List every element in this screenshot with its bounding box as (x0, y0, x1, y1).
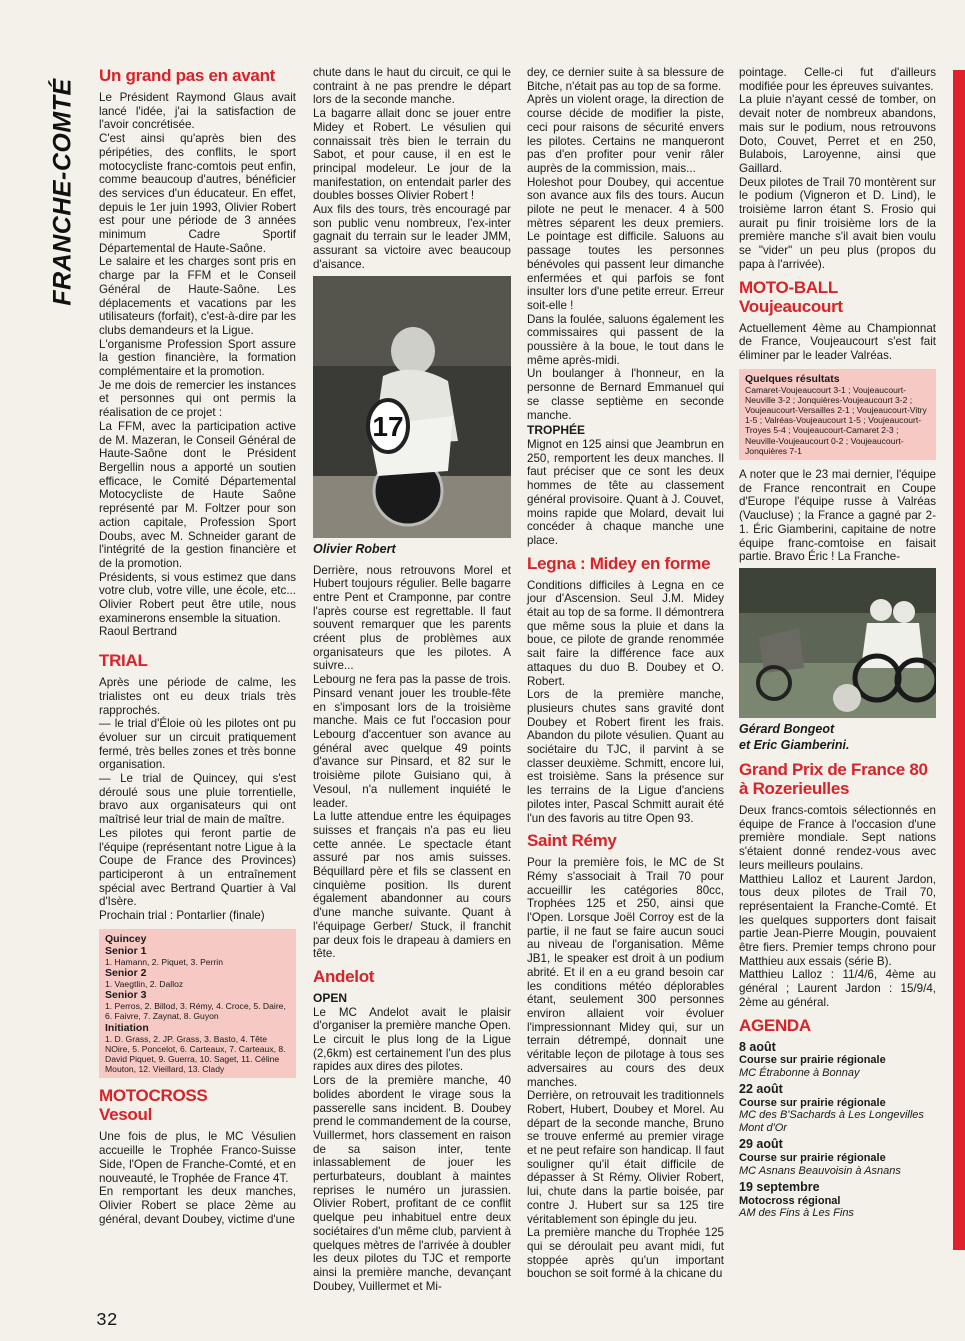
paragraph: Derrière, on retrouvait les traditionnels Robert, Hubert, Doubey et Morel. Au départ de la seconde manche, Bruno se trouve enfermé au premier virage et ne peut refaire son handicap. Il faut souligner qu'il était difficile de dépasser à St Rémy. Olivier Robert, lui, chute dans la partie boisée, par contre J. Hubert sur sa 125 tire véritablement son épingle du jeu. (527, 1089, 724, 1226)
heading-trial: TRIAL (99, 651, 148, 671)
agenda-item (739, 1083, 936, 1134)
paragraph: pointage. Celle-ci fut d'ailleurs modifiée pour les épreuves suivantes. (739, 66, 936, 93)
paragraph: Lebourg ne fera pas la passe de trois. Pinsard venant jouer les trouble-fête en s'imposant lors de la troisième manche. Mais ce fut l'occasion pour Lebourg d'accentuer son avance au général avec quelque 49 points d'avance sur Pinsard, et 82 sur le troisième pilote Guisiano qui, à Vesoul, n'a nullement inquiété le leader. (313, 673, 511, 810)
paragraph: La FFM, avec la participation active de M. Mazeran, le Conseil Général de Haute-Saône dont le Président Bergellin nous a apporté un soutien efficace, le Comité Départemental Motocycliste de Haute Saône représenté par M. Foltzer pour son action capitale, Profession Sport Doubs, avec M. Schneider garant de l'intégrité de la gestion financière et de la promotion. (99, 419, 296, 570)
heading-moto-ball: MOTO-BALL (739, 277, 838, 297)
paragraph: Aux fils des tours, très encouragé par son public venu nombreux, l'ex-inter gagnait du terrain sur le leader JMM, assurant sa victoire avec beaucoup d'aisance. (313, 203, 511, 271)
agenda-place: MC des B'Sachards à Les Longevilles Mont d'Or (739, 1109, 924, 1134)
box-title: Quelques résultats (745, 372, 840, 385)
heading-un-grand-pas: Un grand pas en avant (99, 66, 276, 85)
caption-bongeot: Gérard Bongeot (739, 722, 835, 736)
paragraph: Matthieu Lalloz : 11/4/6, 4ème au général ; Laurent Jardon : 15/9/4, 2ème au général. (739, 968, 936, 1009)
heading-legna: Legna : Midey en forme (527, 553, 711, 573)
paragraph: dey, ce dernier suite à sa blessure de Bitche, n'était pas au top de sa forme. (527, 66, 724, 93)
paragraph: Matthieu Lalloz et Laurent Jardon, tous deux pilotes de Trail 70, représentaient la Franche-Comté. Et les quelques supporters dont faisait partie Jean-Pierre Mougin, pouvaient être fiers. Premier temps chrono pour Matthieu aux essais (série B). (739, 872, 936, 968)
caption-giamberini: et Eric Giamberini. (739, 738, 850, 752)
subheading-trophee: TROPHÉE (527, 423, 586, 438)
paragraph: Actuellement 4ème au Championnat de France, Voujeaucourt s'est fait éliminer par le leader Valréas. (739, 321, 936, 362)
paragraph: — le trial d'Éloie où les pilotes ont pu évoluer sur un circuit pratiquement fermé, très belles zones et très bonne organisation. (99, 717, 296, 772)
paragraph: Deux francs-comtois sélectionnés en équipe de France à l'occasion d'une première mondiale. Sept nations s'étaient donné rendez-vous avec leurs meilleurs poulains. (739, 804, 936, 872)
column-4 (739, 66, 936, 1220)
agenda-event: Course sur prairie régionale (739, 1096, 886, 1109)
column-1 (99, 66, 296, 1226)
paragraph: La lutte attendue entre les équipages suisses et français n'a pas eu lieu cette année. Le spectacle étant assuré par nos amis suisses. Béquillard père et fils se classent en cinquième position. Ils durent également abandonner au cours d'une manche suivante. Quant à l'équipage Gerber/ Stuck, il franchit par deux fois le drapeau à damiers en tête. (313, 810, 511, 961)
heading-andelot: Andelot (313, 966, 375, 986)
box-line: 1. Vaegtlin, 2. Dalloz (105, 978, 184, 989)
agenda-date: 22 août (739, 1082, 783, 1097)
heading-voujeaucourt: Voujeaucourt (739, 296, 843, 316)
paragraph: — Le trial de Quincey, qui s'est déroulé sous une pluie torrentielle, bravo aux organisateurs qui ont maîtrisé leur trial de main de maître. (99, 772, 296, 827)
paragraph: Holeshot pour Doubey, qui accentue son avance aux fils des tours. Aucun pilote ne peut le menacer. 4 à 500 mètres séparent les deux premiers. Le pointage est difficile. Saluons au passage toutes les personnes bénévoles qui passent leur dimanche enfermées et qui parfois se font insulter lors d'une petite erreur. Erreur soit-elle ! (527, 175, 724, 312)
paragraph: Après une période de calme, les trialistes ont eu deux trials très rapprochés. (99, 676, 296, 717)
paragraph: Un boulanger à l'honneur, en la personne de Bernard Emmanuel qui se classe septième en seconde manche. (527, 367, 724, 422)
paragraph: Présidents, si vous estimez que dans votre club, votre ville, une école, etc... Olivier Robert peut être utile, nous examinerons ensemble la situation. (99, 570, 296, 625)
right-red-strip (953, 70, 965, 1250)
column-2 (313, 66, 511, 1293)
paragraph: La bagarre allait donc se jouer entre Midey et Robert. Le vésulien qui connaissait très bien le terrain du Sabot, et pour cause, il en est le principal modeleur. Le jour de la manifestation, on entendait parler des doubles bosses Olivier Robert ! (313, 107, 511, 203)
caption-olivier-robert: Olivier Robert (313, 541, 396, 556)
paragraph: Après un violent orage, la direction de course décide de modifier la piste, ceci pour raisons de sécurité envers les pilotes. Certains ne manqueront pas d'en profiter pour venir râler auprès de la commission, mais... (527, 93, 724, 175)
box-title: Quincey (105, 932, 147, 945)
paragraph: Les pilotes qui feront partie de l'équipe (représentant notre Ligue à la Coupe de France des Provinces) participeront à un entraînement spécial avec Bertrand Quartier à Val d'Isère. (99, 826, 296, 909)
agenda-list (739, 1041, 936, 1220)
section-label-text: FRANCHE-COMTÉ (48, 78, 77, 306)
subheading-open: OPEN (313, 990, 348, 1005)
photo-olivier-robert (313, 276, 511, 538)
paragraph: Lors de la première manche, plusieurs chutes sans gravité dont Doubey et Robert firent les frais. Abandon du pilote vésulien. Quant au sociétaire du TJC, il parvint à se classer deuxième. Schmitt, encore lui, est troisième. Sans la présence sur les terrains de la Ligue d'anciens pilotes inter, Pascal Schmitt aurait été l'un des favoris au titre Open 93. (527, 688, 724, 825)
paragraph: Dans la foulée, saluons également les commissaires qui passent de la poussière à la boue, le tout dans le même après-midi. (527, 312, 724, 367)
heading-motocross: MOTOCROSS (99, 1086, 208, 1106)
paragraph: C'est ainsi qu'après bien des péripéties, des conflits, le sport motocycliste franc-comtois peut enfin, comme beaucoup d'autres, bénéficier des services d'un éducateur. En effet, depuis le 1er juin 1993, Olivier Robert est pour une période de 3 années minimum Cadre Sportif Départemental de Haute-Saône. (99, 132, 296, 255)
motoball-players-image (739, 568, 936, 718)
heading-vesoul: Vesoul (99, 1105, 153, 1125)
box-subtitle: Senior 1 (105, 944, 147, 957)
box-line: 1. Hamann, 2. Piquet, 3. Perrin (105, 956, 223, 967)
box-subtitle: Senior 3 (105, 989, 147, 1002)
heading-saint-remy: Saint Rémy (527, 831, 617, 851)
paragraph: Pour la première fois, le MC de St Rémy s'associait à Trail 70 pour accueillir les catégories 80cc, Trophées 125 et 250, ainsi que l'Open. Lorsque Joël Corroy est de la partie, il ne faut se faire aucun souci au niveau de l'organisation. Même JB1, le speaker est droit à un podium abrité. Et il en a eu grand besoin car les conditions météo déplorables étant, seulement 300 personnes environ allaient voir évoluer l'impressionnant Midey qui, sur un terrain détrempé, donnait une véritable leçon de pilotage à tous ses adversaires au cours des deux manches. (527, 856, 724, 1089)
paragraph: A noter que le 23 mai dernier, l'équipe de France rencontrait en Coupe d'Europe l'équipe russe à Valréas (Vaucluse) ; la France a gagné par 2-1. Éric Giamberini, capitaine de notre équipe franc-comtoise en faisait partie. Bravo Éric ! La Franche- (739, 468, 936, 564)
paragraph: Derrière, nous retrouvons Morel et Hubert toujours régulier. Belle bagarre entre Pent et Cramponne, par contre l'après course est regrettable. Il faut souvent remarquer que les parents créent plus de problèmes aux organisateurs que les pilotes. A suivre... (313, 563, 511, 673)
paragraph: Mignot en 125 ainsi que Jeambrun en 250, remportent les deux manches. Il faut préciser que ce sont les deux hommes de tête au classement général provisoire. Quant à J. Couvet, moins rapide que Molard, devait lui concéder à chaque manche une place. (527, 437, 724, 547)
paragraph: La première manche du Trophée 125 qui se déroulait peu avant midi, fut stoppée après qu'un important bouchon se soit formé à la chicane du (527, 1226, 724, 1281)
agenda-place: AM des Fins à Les Fins (739, 1207, 854, 1220)
paragraph: Deux pilotes de Trail 70 montèrent sur le podium (Vigneron et D. Lind), le troisième larron étant S. Frosio qui aurait pu finir troisième lors de la première manche s'il avait bien voulu se "vider" un peu plus (propos du papa à l'arrivée). (739, 175, 936, 271)
section-label (46, 72, 80, 312)
paragraph: En remportant les deux manches, Olivier Robert se place 2ème au général, devant Doubey, victime d'une (99, 1185, 296, 1226)
paragraph: Le salaire et les charges sont pris en charge par la FFM et le Conseil Général de Haute-Saône. Les déplacements et vacations par les utilisateurs (forfait), c'est-à-dire par les clubs demandeurs et la Ligue. (99, 255, 296, 337)
motocross-rider-image (313, 276, 511, 538)
paragraph: L'organisme Profession Sport assure la gestion financière, la formation complémentaire et la promotion. (99, 337, 296, 379)
box-subtitle: Initiation (105, 1021, 149, 1034)
paragraph: Lors de la première manche, 40 bolides abordent le virage sous la passerelle sans incident. B. Doubey prend le commandement de la course, Vuillermet, hors classement en raison de sa saison inter, tente inlassablement de jouer les perturbateurs, doublant à maintes reprises le numéro un jurassien. Olivier Robert, profitant de ce conflit quelque peu inhabituel entre deux sociétaires d'un même club, parvient à quelques mètres de l'arrivée à doubler les deux pilotes du TJC et remporte ainsi la première manche, devançant Doubey, Vuillermet et Mi- (313, 1074, 511, 1293)
paragraph: Je me dois de remercier les instances et personnes qui ont permis la réalisation de ce projet : (99, 378, 296, 420)
agenda-place: MC Étrabonne à Bonnay (739, 1066, 860, 1079)
race-number: 17 (372, 410, 404, 442)
agenda-date: 29 août (739, 1137, 783, 1152)
paragraph: Une fois de plus, le MC Vésulien accueille le Trophée Franco-Suisse Side, l'Open de Franche-Comté, et en nouveauté, le Trophée de France 4T. (99, 1130, 296, 1185)
agenda-event: Motocross régional (739, 1194, 841, 1207)
results-box-motoball (739, 369, 936, 460)
box-line: Camaret-Voujeaucourt 3-1 ; Voujeaucourt-Neuville 3-2 ; Jonquières-Voujeaucourt 3-2 ; Voujeaucourt-Versailles 2-1 ; Voujeaucourt-Vitry 1-5 ; Valréas-Voujeaucourt 1-5 ; Voujeaucourt-Troyes 5-4 ; Voujeaucourt-Camaret 2-3 ; Neuville-Voujeaucourt 0-2 ; Voujeaucourt-Jonquières 7-1 (745, 384, 927, 456)
paragraph: Prochain trial : Pontarlier (finale) (99, 909, 265, 923)
agenda-item (739, 1041, 936, 1080)
agenda-item (739, 1181, 936, 1220)
column-3 (527, 66, 724, 1281)
results-box-quincey (99, 929, 296, 1079)
heading-grand-prix: Grand Prix de France 80 à Rozerieulles (739, 760, 928, 798)
signature: Raoul Bertrand (99, 625, 177, 639)
paragraph: La pluie n'ayant cessé de tomber, on devait noter de nombreux abandons, mais sur le podium, nous retrouvons Doto, Couvet, Perret et en 250, Bulabois, Laroyenne, ainsi que Gaillard. (739, 93, 936, 175)
agenda-event: Course sur prairie régionale (739, 1152, 886, 1165)
paragraph: Conditions difficiles à Legna en ce jour d'Ascension. Seul J.M. Midey était au top de sa forme. Il démontrera que même sous la pluie et dans la boue, ce pilote de grande renommée sait faire la différence face aux attaques du duo B. Doubey et O. Robert. (527, 578, 724, 688)
agenda-date: 8 août (739, 1039, 776, 1054)
photo-motoball (739, 568, 936, 718)
agenda-place: MC Asnans Beauvoisin à Asnans (739, 1164, 901, 1177)
box-subtitle: Senior 2 (105, 966, 147, 979)
agenda-event: Course sur prairie régionale (739, 1054, 886, 1067)
paragraph: chute dans le haut du circuit, ce qui le contraint à ne pas prendre le départ lors de la seconde manche. (313, 66, 511, 107)
box-line: 1. D. Grass, 2. JP. Grass, 3. Basto, 4. Tête NOire, 5. Poncelot, 6. Carteaux, 7. Carteaux, 8. David Piquet, 9. Guerra, 10. Saget, 11. Céline Mouton, 12. Vieillard, 13. Clady (105, 1033, 286, 1075)
box-line: 1. Perros, 2. Billod, 3. Rémy, 4. Croce, 5. Daire, 6. Faivre, 7. Zaynat, 8. Guyon (105, 1001, 286, 1022)
agenda-date: 19 septembre (739, 1180, 820, 1195)
paragraph: Le MC Andelot avait le plaisir d'organiser la première manche Open. Le circuit le plus long de la Ligue (2,6km) est certainement l'un des plus rapides aux dires des pilotes. (313, 1005, 511, 1074)
page-number: 32 (96, 1311, 118, 1331)
agenda-item (739, 1138, 936, 1177)
paragraph: Le Président Raymond Glaus avait lancé l'idée, j'ai la satisfaction de l'avoir concrétisée. (99, 91, 296, 132)
heading-agenda: AGENDA (739, 1015, 811, 1035)
